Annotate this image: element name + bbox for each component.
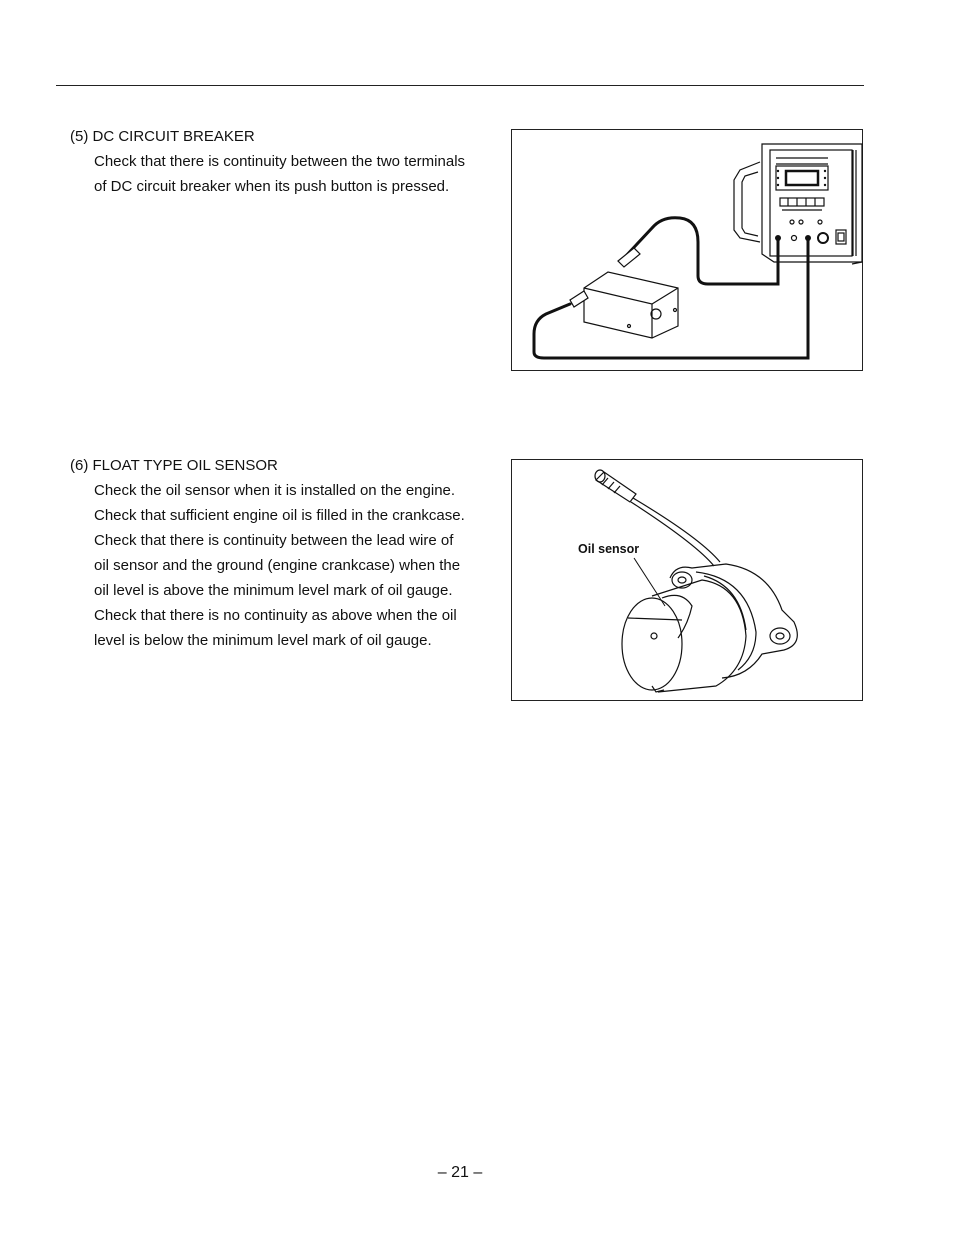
figure-circuit-breaker-test	[511, 129, 863, 371]
body-line: Check that there is no continuity as above when the oil	[94, 607, 457, 624]
section-title: (6) FLOAT TYPE OIL SENSOR	[70, 457, 278, 474]
body-line: oil sensor and the ground (engine crankcase) when the	[94, 557, 461, 574]
section-float-oil-sensor	[70, 453, 490, 653]
section-body	[70, 149, 490, 199]
body-line: Check that sufficient engine oil is filled in the crankcase.	[94, 507, 465, 524]
oil-sensor-label: Oil sensor	[578, 542, 640, 556]
body-line: Check that there is continuity between the two terminals	[94, 153, 466, 170]
section-title: (5) DC CIRCUIT BREAKER	[70, 128, 255, 145]
circuit-breaker-illustration	[512, 130, 864, 372]
figure-oil-sensor	[511, 459, 863, 701]
header-rule	[56, 85, 864, 86]
body-line: of DC circuit breaker when its push button is pressed.	[94, 178, 450, 195]
page-number: – 21 –	[437, 1164, 483, 1181]
body-line: Check that there is continuity between the lead wire of	[94, 532, 454, 549]
section-dc-circuit-breaker	[70, 124, 490, 199]
body-line: level is below the minimum level mark of oil gauge.	[94, 632, 432, 649]
body-line: Check the oil sensor when it is installed on the engine.	[94, 482, 456, 499]
section-body	[70, 478, 490, 653]
body-line: oil level is above the minimum level mark of oil gauge.	[94, 582, 453, 599]
oil-sensor-illustration	[512, 460, 864, 702]
